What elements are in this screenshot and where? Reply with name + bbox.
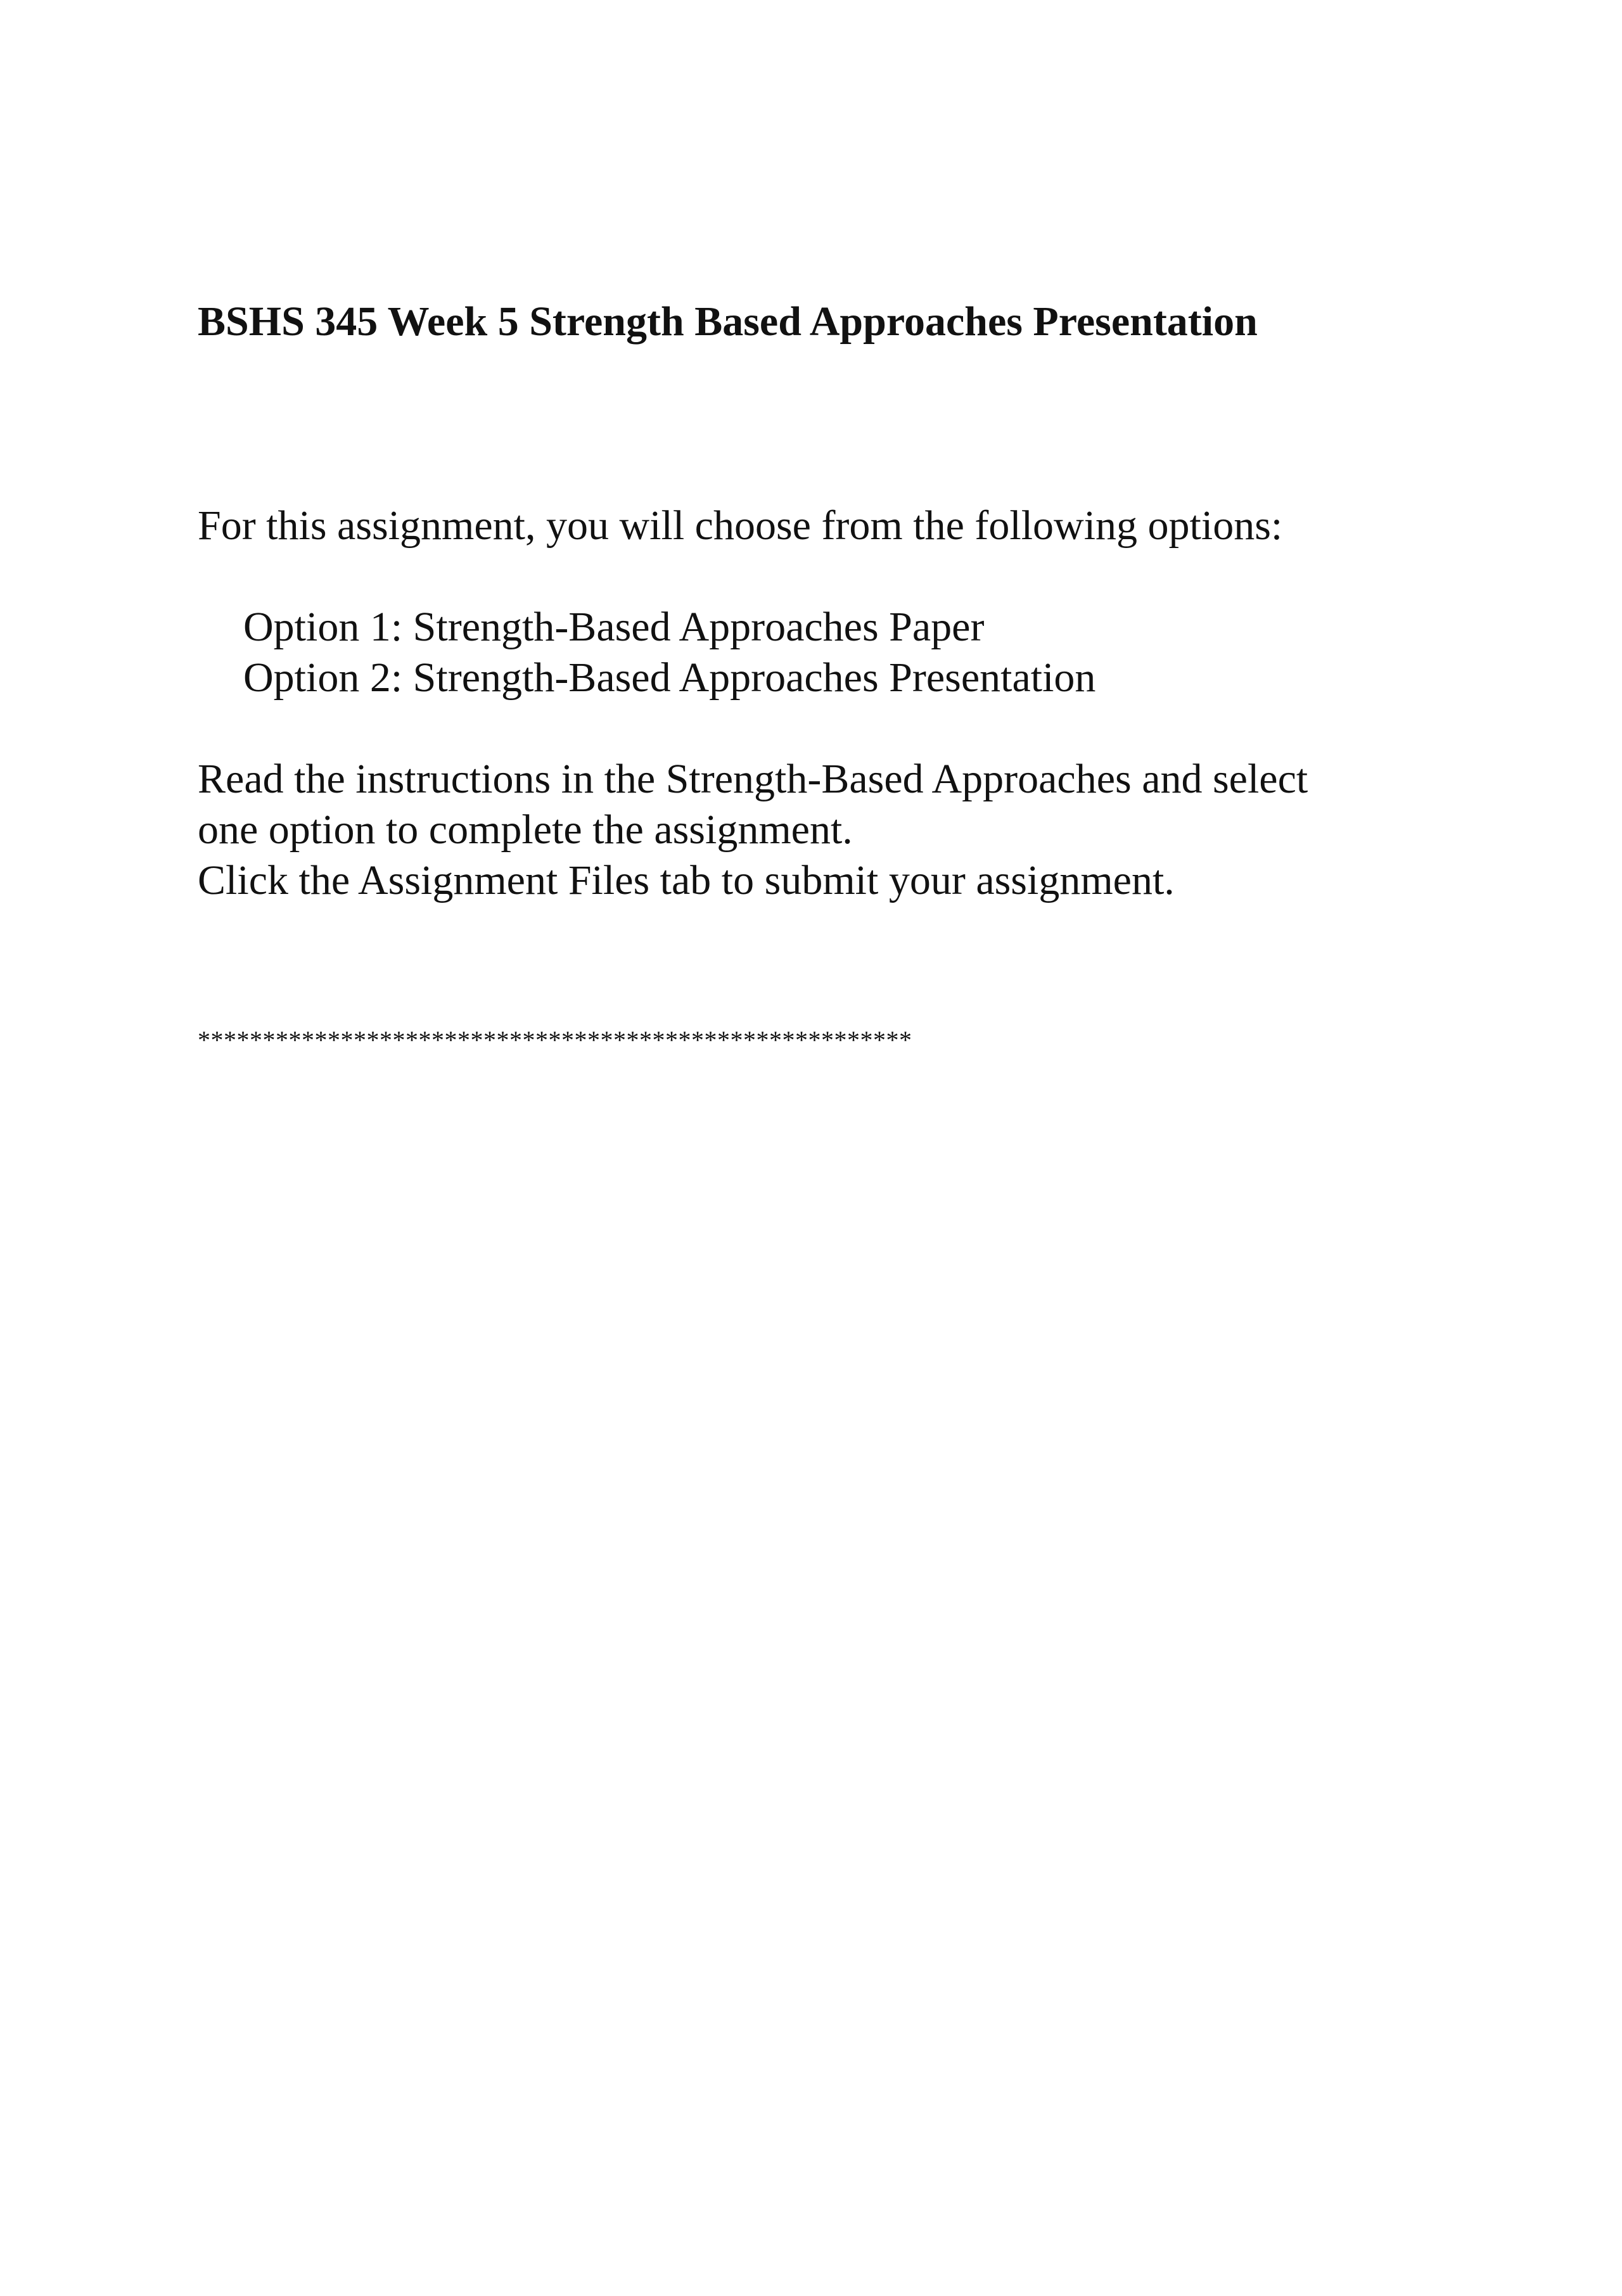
options-list <box>243 602 1095 703</box>
intro-text: For this assignment, you will choose from the following options: <box>198 502 1283 549</box>
asterisk-separator: ******************************************************* <box>198 1026 912 1054</box>
option-2: Option 2: Strength-Based Approaches Presentation <box>243 654 1096 701</box>
instructions-line-1: Read the instructions in the Strength-Based Approaches and select <box>198 756 1308 802</box>
instructions-line-3: Click the Assignment Files tab to submit your assignment. <box>198 857 1175 903</box>
instructions-line-2: one option to complete the assignment. <box>198 807 853 853</box>
option-1: Option 1: Strength-Based Approaches Paper <box>243 604 985 650</box>
document-title: BSHS 345 Week 5 Strength Based Approaches Presentation <box>198 298 1258 345</box>
instructions-text <box>198 754 1308 906</box>
